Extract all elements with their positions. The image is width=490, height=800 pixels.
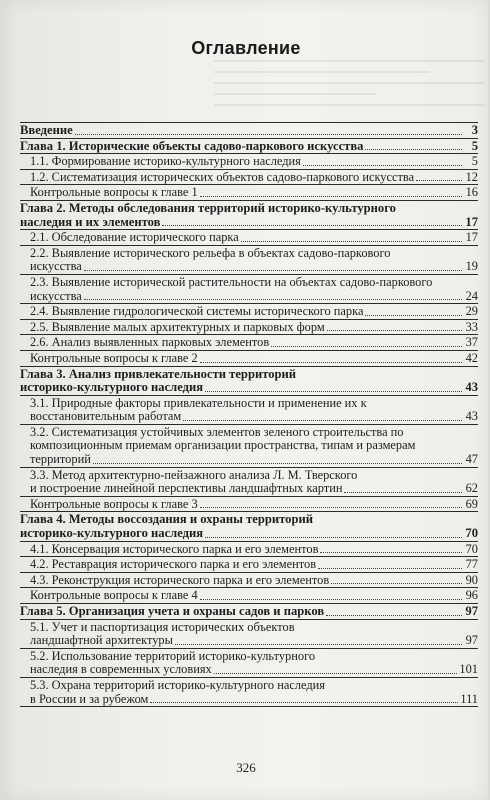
toc-entry-title: Контрольные вопросы к главе 3 — [30, 496, 198, 511]
toc-page-number: 16 — [465, 185, 478, 200]
toc-entry-title: 2.6. Анализ выявленных парковых элементов — [30, 335, 270, 350]
toc-page-number: 69 — [465, 496, 478, 511]
dot-leader — [75, 134, 462, 135]
dot-leader — [416, 180, 462, 181]
toc-page-number: 33 — [465, 319, 478, 334]
toc-section-entry — [20, 619, 478, 648]
dot-leader — [200, 362, 462, 363]
dot-leader — [200, 196, 462, 197]
toc-page-number: 12 — [465, 169, 478, 184]
toc-page-number: 5 — [471, 154, 478, 169]
toc-page-number: 43 — [465, 380, 478, 395]
dot-leader — [200, 507, 462, 508]
book-page — [4, 0, 488, 800]
toc-entry-title: 2.4. Выявление гидрологической системы исторического парка — [30, 304, 364, 319]
toc-page-number: 90 — [465, 572, 478, 587]
toc-chapter-entry — [20, 200, 478, 229]
toc-page-number: 3 — [471, 123, 478, 137]
toc-entry-title-line: композиционным приемам организации пространства, типам и размерам — [30, 438, 416, 453]
page-title: Оглавление — [191, 38, 301, 58]
toc-section-entry — [20, 229, 478, 245]
dot-leader — [84, 299, 462, 300]
dot-leader — [200, 599, 462, 600]
toc-chapter-entry — [20, 603, 478, 619]
toc-entry-title-line: Глава 3. Анализ привлекательности территорий — [20, 366, 297, 381]
toc-entry-title-line: искусства — [30, 288, 82, 303]
toc-chapter-entry — [20, 511, 478, 540]
toc-entry-title: Введение — [20, 123, 73, 137]
toc-section-entry — [20, 319, 478, 335]
toc-entry-title-line: в России и за рубежом — [30, 691, 149, 706]
toc-section-entry — [20, 467, 478, 496]
toc-entry-title-line: 2.3. Выявление исторической растительности на объектах садово-паркового — [30, 274, 433, 289]
toc-entry-title: 1.1. Формирование историко-культурного наследия — [30, 154, 301, 169]
dot-leader — [365, 149, 462, 150]
toc-entry-title: 4.3. Реконструкция исторического парка и его элементов — [30, 572, 330, 587]
toc-page-number: 96 — [465, 588, 478, 603]
toc-section-entry — [20, 169, 478, 185]
toc-section-entry — [20, 648, 478, 677]
toc-page-number: 17 — [465, 230, 478, 245]
toc-chapter-entry — [20, 366, 478, 395]
toc-page-number: 29 — [465, 304, 478, 319]
toc-section-entry — [20, 572, 478, 588]
dot-leader — [175, 644, 462, 645]
toc-page-number: 17 — [465, 214, 478, 229]
toc-page-number: 70 — [465, 541, 478, 556]
toc-section-entry — [20, 587, 478, 603]
toc-section-entry — [20, 274, 478, 303]
dot-leader — [241, 241, 462, 242]
dot-leader — [214, 673, 458, 674]
toc-page-number: 101 — [459, 662, 478, 677]
toc-entry-title-line: 3.1. Природные факторы привлекательности и применение их к — [30, 395, 367, 410]
dot-leader — [320, 552, 462, 553]
toc-section-entry — [20, 541, 478, 557]
toc-entry-title-line: 5.3. Охрана территорий историко-культурного наследия — [30, 677, 325, 692]
toc-section-entry — [20, 350, 478, 366]
toc-entry-title-line: 5.1. Учет и паспортизация исторических объектов — [30, 619, 295, 634]
toc-page-number: 5 — [471, 138, 478, 153]
toc-chapter-entry — [20, 138, 478, 154]
dot-leader — [318, 568, 462, 569]
dot-leader — [205, 391, 462, 392]
toc-entry-title: 2.5. Выявление малых архитектурных и парковых форм — [30, 319, 325, 334]
toc-entry-title-line: 2.2. Выявление исторического рельефа в объектах садово-паркового — [30, 245, 391, 260]
toc-entry-title-line: Глава 4. Методы воссоздания и охраны территорий — [20, 512, 313, 527]
table-of-contents — [20, 122, 478, 707]
toc-page-number: 47 — [465, 452, 478, 467]
dot-leader — [84, 270, 462, 271]
page-number: 326 — [236, 760, 256, 775]
toc-entry-title-line: территорий — [30, 452, 91, 467]
dot-leader — [303, 165, 462, 166]
toc-entry-title-line: Глава 2. Методы обследования территорий историко-культурного — [20, 200, 396, 215]
toc-page-number: 42 — [465, 350, 478, 365]
toc-section-entry — [20, 303, 478, 319]
toc-section-entry — [20, 424, 478, 467]
toc-page-number: 37 — [465, 335, 478, 350]
toc-entry-title-line: ландшафтной архитектуры — [30, 633, 173, 648]
dot-leader — [365, 315, 462, 316]
toc-section-entry — [20, 496, 478, 512]
toc-page-number: 70 — [465, 526, 478, 541]
toc-entry-title: 4.2. Реставрация исторического парка и его элементов — [30, 557, 317, 572]
dot-leader — [271, 346, 462, 347]
toc-page-number: 19 — [465, 259, 478, 274]
dot-leader — [327, 330, 462, 331]
toc-page-number: 62 — [465, 481, 478, 496]
toc-entry-title-line: наследия в современных условиях — [30, 662, 212, 677]
toc-page-number: 97 — [465, 633, 478, 648]
dot-leader — [162, 225, 462, 226]
toc-entry-title: Глава 1. Исторические объекты садово-паркового искусства — [20, 138, 364, 153]
toc-section-entry — [20, 556, 478, 572]
dot-leader — [183, 420, 462, 421]
dot-leader — [205, 537, 462, 538]
toc-entry-title: Контрольные вопросы к главе 4 — [30, 588, 198, 603]
toc-page-number: 24 — [465, 288, 478, 303]
toc-page-number: 77 — [465, 557, 478, 572]
toc-chapter-entry — [20, 122, 478, 138]
toc-entry-title-line: историко-культурного наследия — [20, 526, 204, 541]
toc-entry-title-line: историко-культурного наследия — [20, 380, 204, 395]
toc-entry-title-line: восстановительным работам — [30, 409, 182, 424]
toc-section-entry — [20, 677, 478, 707]
toc-entry-title: Глава 5. Организация учета и охраны садов и парков — [20, 604, 325, 618]
toc-entry-title-line: 3.3. Метод архитектурно-пейзажного анализа Л. М. Тверского — [30, 467, 358, 482]
toc-entry-title: 2.1. Обследование исторического парка — [30, 230, 239, 245]
dot-leader — [150, 702, 458, 703]
toc-page-number: 111 — [460, 691, 478, 706]
dot-leader — [93, 463, 462, 464]
dot-leader — [344, 492, 462, 493]
toc-entry-title: 4.1. Консервация исторического парка и его элементов — [30, 541, 319, 556]
toc-section-entry — [20, 184, 478, 200]
dot-leader — [331, 583, 462, 584]
toc-entry-title-line: искусства — [30, 259, 82, 274]
toc-entry-title: Контрольные вопросы к главе 1 — [30, 185, 198, 200]
show-through-text — [214, 60, 484, 120]
toc-entry-title-line: наследия и их элементов — [20, 214, 161, 229]
toc-page-number: 43 — [465, 409, 478, 424]
toc-entry-title-line: 3.2. Систематизация устойчивых элементов зеленого строительства по — [30, 424, 404, 439]
toc-entry-title-line: 5.2. Использование территорий историко-культурного — [30, 648, 316, 663]
dot-leader — [326, 615, 462, 616]
toc-entry-title: Контрольные вопросы к главе 2 — [30, 350, 198, 365]
toc-section-entry — [20, 153, 478, 169]
toc-entry-title-line: и построение линейной перспективы ландшафтных картин — [30, 481, 343, 496]
toc-entry-title: 1.2. Систематизация исторических объектов садово-паркового искусства — [30, 169, 415, 184]
toc-page-number: 97 — [465, 604, 478, 618]
toc-section-entry — [20, 395, 478, 424]
toc-section-entry — [20, 245, 478, 274]
toc-section-entry — [20, 334, 478, 350]
